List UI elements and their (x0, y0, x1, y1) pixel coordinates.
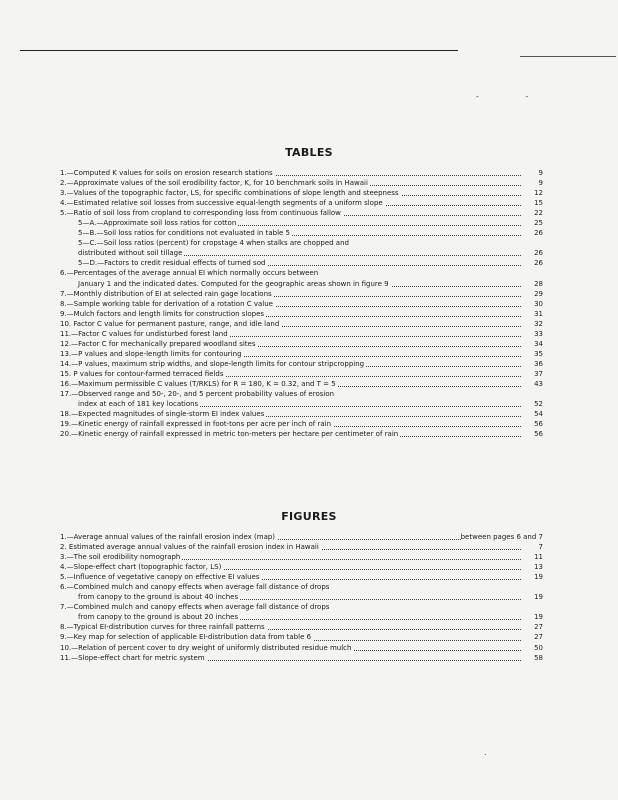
figure-entry (60, 602, 543, 612)
table-entry-page: 34 (523, 339, 543, 349)
figure-entry-page: 7 (523, 542, 543, 552)
table-entry-page: 26 (523, 258, 543, 268)
table-entry (60, 228, 543, 238)
table-entry (60, 168, 543, 178)
table-entry-page: 33 (523, 329, 543, 339)
table-entry-page: 26 (523, 228, 543, 238)
table-entry (60, 429, 543, 439)
table-entry-page: 36 (523, 359, 543, 369)
figure-entry (60, 572, 543, 582)
table-entry-title: 4.—Estimated relative soil losses from successive equal-length segments of a uniform slope (60, 199, 383, 208)
figure-entry-page: 27 (523, 632, 543, 642)
table-entry-title: 20.—Kinetic energy of rainfall expressed in metric ton-meters per hectare per centimeter of rain (60, 430, 399, 439)
table-entry-title: 19.—Kinetic energy of rainfall expressed in foot-tons per acre per inch of rain (60, 420, 332, 429)
figures-heading: FIGURES (281, 510, 337, 523)
figure-entry-title: from canopy to the ground is about 20 inches (78, 613, 239, 622)
figure-entry-title: 2. Estimated average annual values of the rainfall erosion index in Hawaii (60, 543, 319, 552)
figure-entry-page: 19 (523, 572, 543, 582)
table-entry-page: 32 (523, 319, 543, 329)
table-entry (60, 248, 543, 258)
table-entry (60, 279, 543, 289)
figure-entry-page: 19 (523, 592, 543, 602)
scan-speck: . (484, 748, 487, 757)
figure-entry (60, 562, 543, 572)
table-entry-title: 5—D.—Factors to credit residual effects of turned sod (78, 259, 266, 268)
table-entry-title: 3.—Values of the topographic factor, LS, for specific combinations of slope length and steepness (60, 189, 399, 198)
figure-entry-title: 1.—Average annual values of the rainfall erosion index (map) (60, 533, 276, 541)
table-entry (60, 289, 543, 299)
figure-entry (60, 622, 543, 632)
table-entry-title: 5—B.—Soil loss ratios for conditions not evaluated in table 5 (78, 229, 290, 238)
table-entry-page: 35 (523, 349, 543, 359)
table-entry-page: 56 (523, 419, 543, 429)
table-entry (60, 218, 543, 228)
figure-entry (60, 653, 543, 663)
table-entry (60, 309, 543, 319)
figures-list (60, 532, 543, 663)
table-entry (60, 268, 543, 278)
table-entry-page: 56 (523, 429, 543, 439)
figure-entry (60, 632, 543, 642)
table-entry (60, 319, 543, 329)
table-entry (60, 258, 543, 268)
table-entry-title: 5—A.—Approximate soil loss ratios for cotton (78, 219, 237, 228)
table-entry-page: 22 (523, 208, 543, 218)
table-entry-title: 17.—Observed range and 50-, 20-, and 5 percent probability values of erosion (60, 390, 335, 399)
figure-entry (60, 542, 543, 552)
table-entry-title: 1.—Computed K values for soils on erosion research stations (60, 169, 273, 177)
table-entry (60, 389, 543, 399)
tables-list (60, 168, 543, 439)
table-entry (60, 198, 543, 208)
figure-entry-page: 50 (523, 643, 543, 653)
table-entry-page: 9 (523, 178, 543, 188)
table-entry-page: 12 (523, 188, 543, 198)
table-entry-page: 25 (523, 218, 543, 228)
table-entry-title: 16.—Maximum permissible C values (T/RKLS) for R = 180, K = 0.32, and T = 5 (60, 379, 336, 388)
figure-entry (60, 532, 543, 542)
table-entry-title: January 1 and the indicated dates. Computed for the geographic areas shown in figure 9 (78, 279, 389, 288)
table-entry (60, 339, 543, 349)
table-entry-page: 9 (523, 168, 543, 178)
top-right-rule (520, 56, 616, 57)
table-entry-title: 8.—Sample working table for derivation of a rotation C value (60, 299, 273, 308)
figure-entry-page: 19 (523, 612, 543, 622)
table-entry-page: 15 (523, 198, 543, 208)
table-entry-title: 12.—Factor C for mechanically prepared woodland sites (60, 339, 256, 348)
table-entry (60, 178, 543, 188)
table-entry-title: 7.—Monthly distribution of EI at selected rain gage locations (60, 289, 272, 298)
table-entry-title: 15. P values for contour-farmed terraced fields (60, 369, 224, 378)
table-entry-page: 37 (523, 369, 543, 379)
table-entry-title: 14.—P values, maximum strip widths, and slope-length limits for contour stripcropping (60, 359, 365, 368)
figure-entry-title: 9.—Key map for selection of applicable EI-distribution data from table 6 (60, 633, 312, 642)
table-entry-title: 18.—Expected magnitudes of single-storm EI index values (60, 410, 265, 419)
table-entry-title: 10. Factor C value for permanent pasture, range, and idle land (60, 319, 280, 328)
table-entry (60, 208, 543, 218)
figure-entry (60, 552, 543, 562)
top-rule (20, 50, 458, 51)
figure-entry-title: from canopy to the ground is about 40 inches (78, 593, 239, 602)
table-entry (60, 359, 543, 369)
tables-heading: TABLES (285, 146, 333, 159)
table-entry (60, 369, 543, 379)
table-entry (60, 399, 543, 409)
figure-entry-title: 11.—Slope-effect chart for metric system (60, 653, 205, 662)
figure-entry (60, 612, 543, 622)
table-entry-page: 52 (523, 399, 543, 409)
figure-entry-page: 11 (523, 552, 543, 562)
figure-entry-page: 58 (523, 653, 543, 663)
table-entry (60, 409, 543, 419)
scan-specks: - - (476, 92, 551, 101)
table-entry-page: 26 (523, 248, 543, 258)
table-entry-title: distributed without soil tillage (78, 249, 183, 258)
table-entry-title: 6.—Percentages of the average annual EI which normally occurs between (60, 269, 319, 278)
figure-entry-title: 8.—Typical EI-distribution curves for three rainfall patterns (60, 623, 265, 632)
table-entry (60, 379, 543, 389)
table-entry (60, 299, 543, 309)
figure-entry-title: 4.—Slope-effect chart (topographic factor, LS) (60, 563, 222, 572)
figure-entry-title: 3.—The soil erodibility nomograph (60, 553, 181, 562)
figure-entry-page: 13 (523, 562, 543, 572)
table-entry-page: 30 (523, 299, 543, 309)
figure-entry (60, 643, 543, 653)
table-entry-page: 43 (523, 379, 543, 389)
table-entry-title: 2.—Approximate values of the soil erodibility factor, K, for 10 benchmark soils in Hawaii (60, 179, 368, 188)
figure-entry (60, 592, 543, 602)
figure-entry-page: between pages 6 and 7 (460, 533, 543, 541)
table-entry-title: 13.—P values and slope-length limits for contouring (60, 349, 242, 358)
table-entry-page: 28 (523, 279, 543, 289)
table-entry (60, 349, 543, 359)
table-entry-page: 31 (523, 309, 543, 319)
table-entry-title: 5—C.—Soil loss ratios (percent) for cropstage 4 when stalks are chopped and (78, 239, 349, 248)
table-entry (60, 238, 543, 248)
table-entry-page: 54 (523, 409, 543, 419)
table-entry-title: 9.—Mulch factors and length limits for construction slopes (60, 309, 265, 318)
table-entry-title: index at each of 181 key locations (78, 400, 199, 409)
table-entry (60, 329, 543, 339)
figure-entry (60, 582, 543, 592)
table-entry-title: 5.—Ratio of soil loss from cropland to corresponding loss from continuous fallow (60, 209, 341, 218)
figure-entry-page: 27 (523, 622, 543, 632)
table-entry-page: 29 (523, 289, 543, 299)
table-entry (60, 419, 543, 429)
figure-entry-title: 6.—Combined mulch and canopy effects when average fall distance of drops (60, 583, 330, 592)
figure-entry-title: 7.—Combined mulch and canopy effects when average fall distance of drops (60, 603, 330, 612)
table-entry-title: 11.—Factor C values for undisturbed forest land (60, 329, 228, 338)
table-entry (60, 188, 543, 198)
figure-entry-title: 10.—Relation of percent cover to dry weight of uniformly distributed residue mulch (60, 643, 352, 652)
figure-entry-title: 5.—Influence of vegetative canopy on effective EI values (60, 573, 260, 582)
